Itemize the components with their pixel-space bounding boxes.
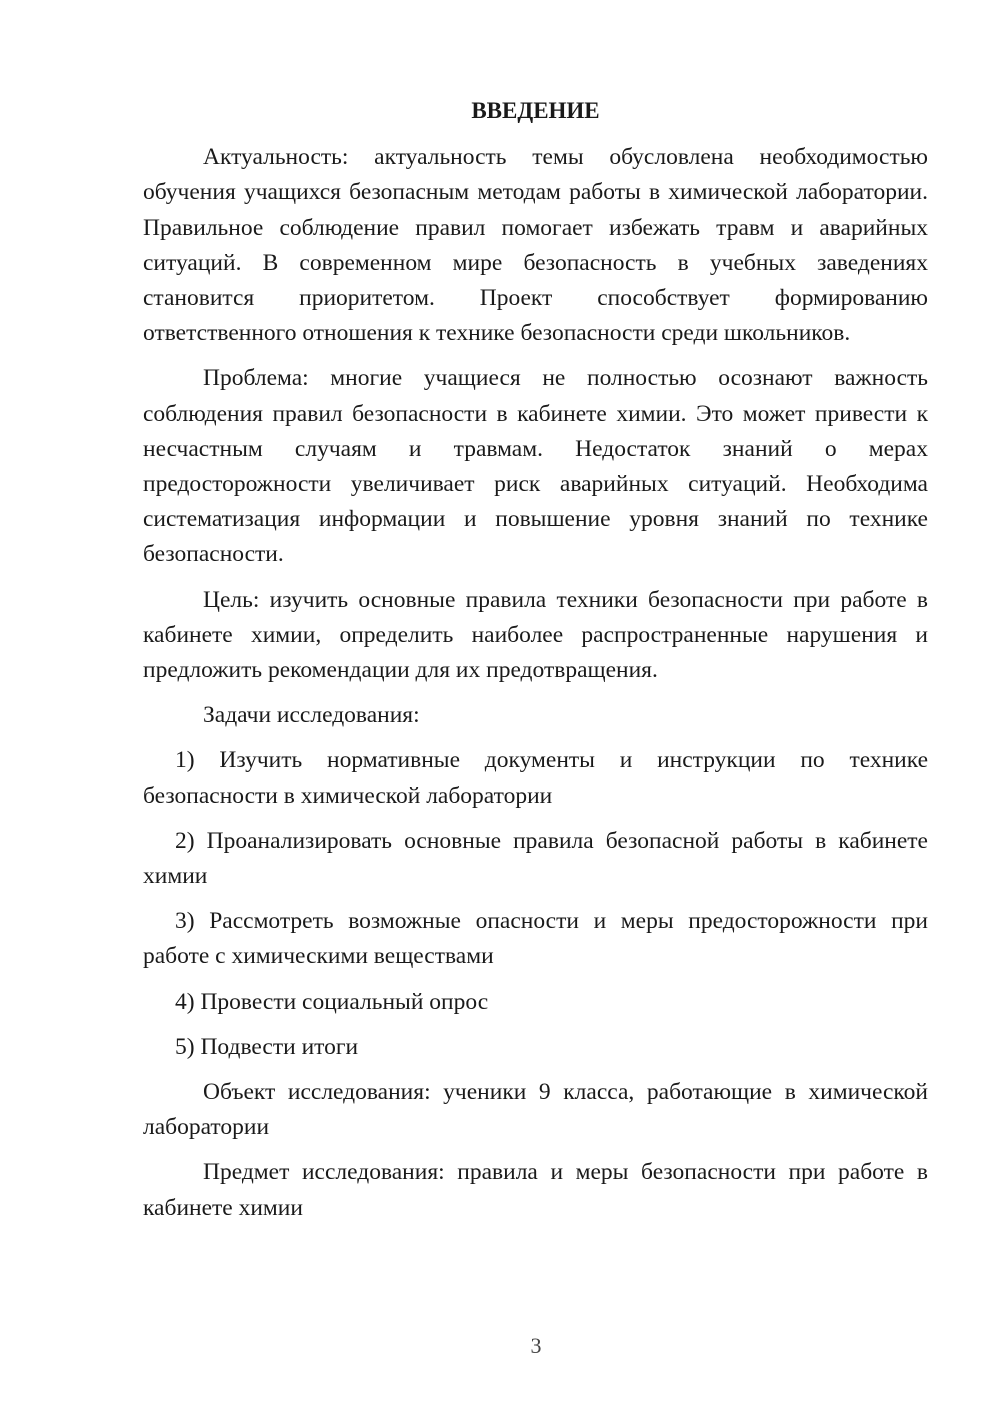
research-object-paragraph: Объект исследования: ученики 9 класса, работающие в химической лаборатории — [143, 1079, 928, 1141]
section-title: ВВЕДЕНИЕ — [471, 98, 600, 123]
task-item: 2) Проанализировать основные правила безопасной работы в кабинете химии — [143, 827, 928, 890]
task-item: 4) Провести социальный опрос — [175, 988, 489, 1015]
page-content — [143, 93, 928, 1236]
problem-paragraph: Проблема: многие учащиеся не полностью осознают важность соблюдения правил безопасности в кабинете химии. Это может привести к несчастным случаям и травмам. Недостаток знаний о мерах предосторожности увеличивает риск аварийных ситуаций. Необходима систематизация информации и повышение уровня знаний по технике безопасности. — [143, 365, 928, 568]
task-item: 5) Подвести итоги — [175, 1033, 359, 1060]
page-number: 3 — [530, 1333, 542, 1358]
task-item: 1) Изучить нормативные документы и инструкции по технике безопасности в химической лаборатории — [143, 747, 928, 809]
research-subject-paragraph: Предмет исследования: правила и меры безопасности при работе в кабинете химии — [143, 1159, 928, 1221]
task-item: 3) Рассмотреть возможные опасности и меры предосторожности при работе с химическими веществами — [143, 908, 928, 970]
goal-paragraph: Цель: изучить основные правила техники безопасности при работе в кабинете химии, определить наиболее распространенные нарушения и предложить рекомендации для их предотвращения. — [143, 586, 928, 684]
tasks-heading: Задачи исследования: — [203, 702, 420, 729]
relevance-paragraph: Актуальность: актуальность темы обусловлена необходимостью обучения учащихся безопасным методам работы в химической лаборатории. Правильное соблюдение правил помогает избежать травм и аварийных ситуаций. В современном мире безопасность в учебных заведениях становится приоритетом. Проект способствует формированию ответственного отношения к технике безопасности среди школьников. — [143, 144, 928, 347]
